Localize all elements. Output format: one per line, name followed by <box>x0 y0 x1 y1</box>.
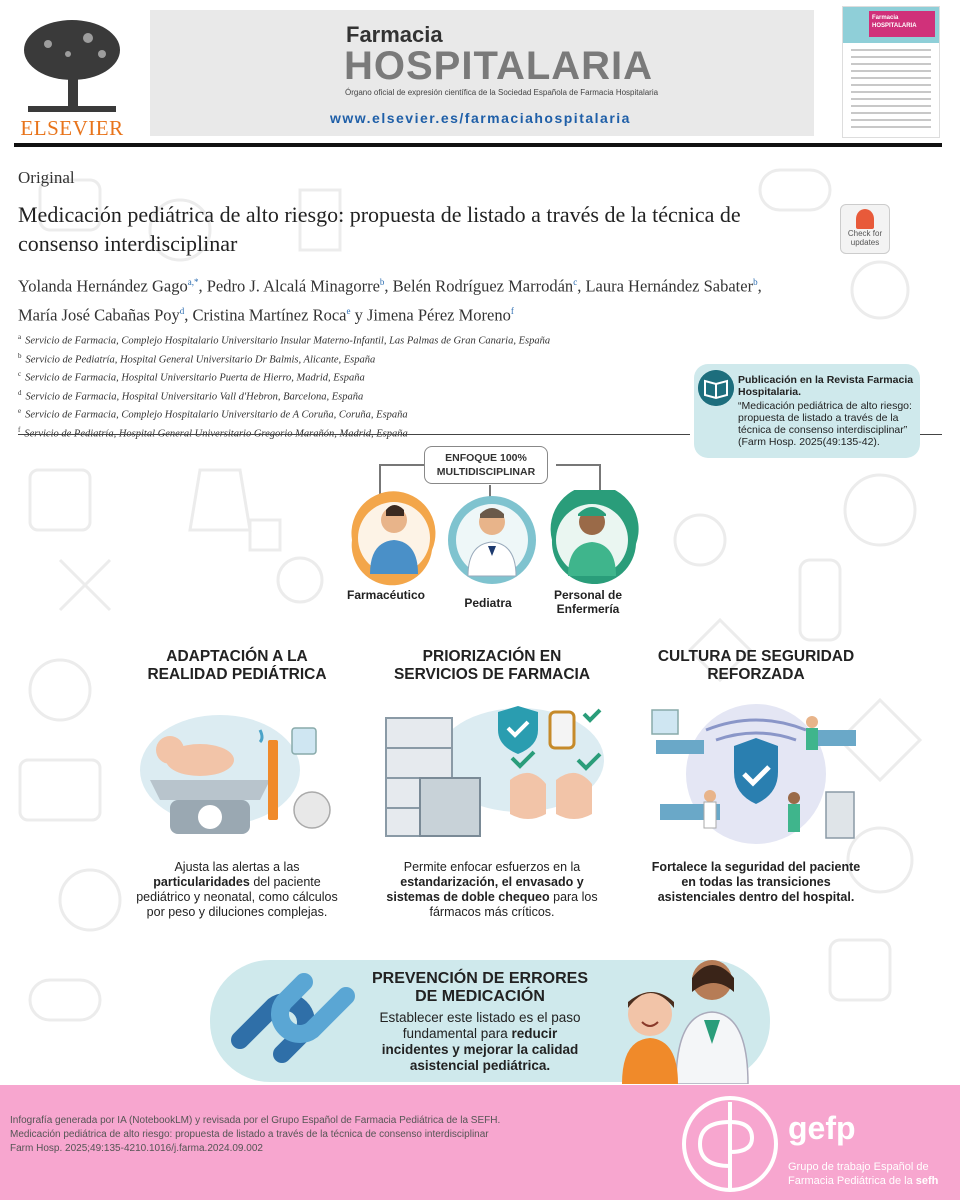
header-rule <box>14 143 942 147</box>
affiliation-text: Servicio de Pediatría, Hospital General Universitario Dr Balmis, Alicante, España <box>25 354 376 365</box>
author-name: Laura Hernández Sabater <box>585 276 754 296</box>
publication-body: “Medicación pediátrica de alto riesgo: propuesta de listado a través de la técnica de consenso interdisciplinar” (Farm Hosp. 2025(49:135-42). <box>738 400 912 448</box>
column-3-body-post: en todas las transiciones asistenciales dentro del hospital. <box>657 875 855 904</box>
column-3-heading-line2: REFORZADA <box>707 666 805 683</box>
pediatrician-icon <box>448 496 536 584</box>
check-updates-label-1: Check for <box>847 229 883 238</box>
author-sep: y <box>350 305 367 324</box>
prevention-heading-line1: PREVENCIÓN DE ERRORES <box>371 970 589 987</box>
check-updates-icon[interactable] <box>840 204 890 254</box>
affiliation-sup: f <box>18 425 21 434</box>
author-sep: , <box>384 276 393 296</box>
author-sep: , <box>198 276 207 296</box>
affiliation-item <box>18 349 698 368</box>
gefp-sub-line-2-bold: sefh <box>915 1175 939 1187</box>
prevention-body-bold: reducir incidentes y mejorar la calidad asistencial pediátrica. <box>381 1026 579 1073</box>
author-name: Yolanda Hernández Gago <box>18 276 188 296</box>
journal-name-top: Farmacia <box>346 22 443 47</box>
team-member-nurse: Personal de Enfermería <box>553 588 623 616</box>
affiliation-text: Servicio de Farmacia, Hospital Universitario Vall d'Hebron, Barcelona, España <box>25 391 364 402</box>
column-1-body-bold: particularidades <box>153 875 250 889</box>
column-2-body-bold: estandarización, el envasado y sistemas de doble chequeo <box>386 875 584 904</box>
column-1-body-pre: Ajusta las alertas a las <box>174 860 300 874</box>
affiliation-sup: d <box>18 388 22 397</box>
chain-link-icon <box>218 952 368 1084</box>
doctor-child-icon <box>612 950 762 1084</box>
author-sup: d <box>179 305 185 316</box>
journal-cover-thumbnail <box>842 6 940 138</box>
column-2-heading-line1: PRIORIZACIÓN EN <box>422 648 562 665</box>
author-sep: , <box>757 276 762 296</box>
affiliation-sup: c <box>18 370 22 378</box>
publication-heading: Publicación en la Revista Farmacia Hospitalaria. <box>738 374 914 398</box>
gefp-sub-line-1: Grupo de trabajo Español de <box>788 1161 929 1173</box>
column-2-body-pre: Permite enfocar esfuerzos en la <box>403 860 581 874</box>
hospital-scene-icon <box>646 700 866 848</box>
affiliations <box>18 330 698 441</box>
affiliation-item <box>18 423 698 442</box>
prevention-heading <box>360 970 600 1006</box>
journal-url-link[interactable]: www.elsevier.es/farmaciahospitalaria <box>330 110 631 126</box>
article-section: Original <box>18 168 75 187</box>
affiliation-item <box>18 386 698 405</box>
footer-line-1: Infografía generada por IA (NotebookLM) y revisada por el Grupo Español de Farmacia Pediátrica de la SEFH. <box>10 1115 501 1126</box>
author-name: Jimena Pérez Moreno <box>366 305 511 324</box>
author-sup: e <box>346 305 351 316</box>
affiliation-sup: a <box>18 333 22 341</box>
affiliation-text: Servicio de Farmacia, Complejo Hospitalario Universitario de A Coruña, Coruña, España <box>25 409 408 421</box>
article-title: Medicación pediátrica de alto riesgo: propuesta de listado a través de la técnica de consenso interdisciplinar <box>18 202 741 256</box>
author-sep: , <box>577 276 586 296</box>
column-3-body <box>646 860 866 905</box>
affiliation-item <box>18 330 698 349</box>
gefp-logo-word: gefp <box>788 1110 856 1146</box>
team-heading-line2: MULTIDISCIPLINAR <box>436 466 536 478</box>
column-1-body-post: del paciente pediátrico y neonatal, como cálculos por peso y diluciones complejas. <box>136 875 338 919</box>
author-sup: f <box>510 305 514 316</box>
column-2-heading-line2: SERVICIOS DE FARMACIA <box>393 666 591 683</box>
footer-line-2: Medicación pediátrica de alto riesgo: propuesta de listado a través de la técnica de consenso interdisciplinar <box>10 1129 489 1140</box>
column-3-heading-line1: CULTURA DE SEGURIDAD <box>657 648 855 665</box>
baby-scale-icon <box>130 700 350 840</box>
affiliation-text: Servicio de Farmacia, Complejo Hospitalario Universitario Insular Materno-Infantil, Las Palmas de Gran Canaria, España <box>25 335 551 347</box>
nurse-icon <box>551 490 639 584</box>
team-heading-box <box>424 446 548 484</box>
author-name: Cristina Martínez Roca <box>192 305 347 324</box>
team-heading-line1: ENFOQUE 100% <box>445 452 527 464</box>
affiliation-item <box>18 367 698 386</box>
gefp-logo-subtitle <box>788 1160 958 1188</box>
publisher-name: ELSEVIER <box>20 116 124 140</box>
author-name: María José Cabañas Poy <box>18 305 180 324</box>
author-name: Belén Rodríguez Marrodán <box>392 276 574 296</box>
column-1-heading-line1: ADAPTACIÓN A LA <box>166 648 308 665</box>
column-3-heading <box>646 648 866 684</box>
author-sep: , <box>184 305 193 324</box>
cover-label: Farmacia HOSPITALARIA <box>869 11 935 37</box>
journal-subtitle: Órgano oficial de expresión científica de la Sociedad Española de Farmacia Hospitalaria <box>345 88 659 97</box>
journal-name-main: HOSPITALARIA <box>344 44 654 88</box>
affiliation-sup: b <box>18 351 22 360</box>
affiliation-sup: e <box>18 407 22 415</box>
affiliation-item <box>18 404 698 423</box>
team-member-pediatrician: Pediatra <box>464 596 512 610</box>
author-sup: a,* <box>187 277 199 287</box>
check-updates-label-2: updates <box>850 238 880 247</box>
author-sup: b <box>753 277 758 287</box>
footer-line-3: Farm Hosp. 2025;49:135-4210.1016/j.farma.2024.09.002 <box>10 1143 263 1154</box>
affiliation-text: Servicio de Farmacia, Hospital Universitario Puerta de Hierro, Madrid, España <box>25 372 365 384</box>
team-avatars <box>342 490 642 586</box>
gefp-sub-line-2: Farmacia Pediátrica de la <box>788 1175 916 1187</box>
gefp-logo-icon <box>676 1092 784 1196</box>
column-2-body-post: para los fármacos más críticos. <box>429 890 598 919</box>
author-name: Pedro J. Alcalá Minagorre <box>206 276 380 296</box>
prevention-heading-line2: DE MEDICACIÓN <box>415 988 545 1005</box>
column-3-body-pre: Fortalece la seguridad del paciente <box>651 860 861 874</box>
book-icon <box>698 370 734 406</box>
team-member-pharmacist: Farmacéutico <box>346 588 426 602</box>
column-1-heading-line2: REALIDAD PEDIÁTRICA <box>147 666 327 683</box>
author-sup: c <box>573 277 578 287</box>
column-2-body <box>382 860 602 920</box>
column-1-body <box>127 860 347 920</box>
column-1-heading <box>127 648 347 684</box>
column-2-heading <box>382 648 602 684</box>
footer-credits <box>10 1114 630 1156</box>
affiliation-rule <box>18 434 690 435</box>
pharmacist-icon <box>351 491 435 585</box>
author-sup: b <box>379 277 385 287</box>
prevention-body <box>370 1010 590 1074</box>
author-list <box>18 270 948 327</box>
prevention-body-pre: Establecer este listado es el paso fundamental para <box>379 1010 581 1041</box>
pharmacy-shelf-icon <box>380 700 610 840</box>
